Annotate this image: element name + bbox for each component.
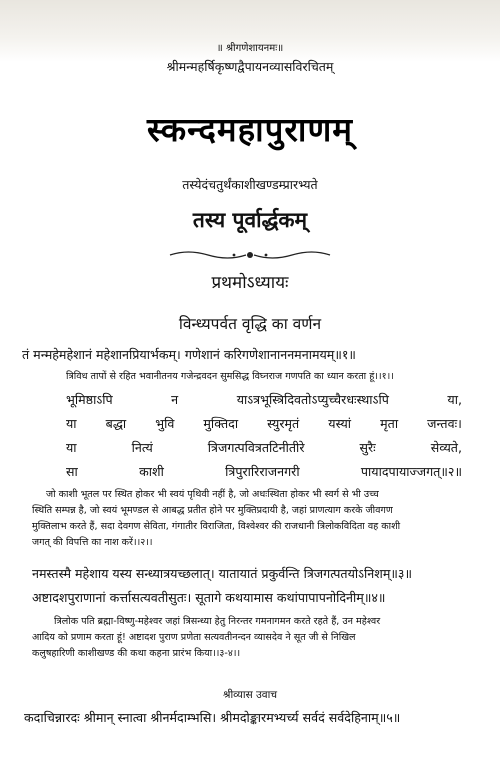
translation-2-line-3: मुक्तिलाभ करते हैं, सदा देवगण सेविता, गंगातीर विराजिता, विश्वेश्वर की राजधानी त्रिलोकविदिता वह काशी (32, 521, 401, 532)
verse-word: बद्धा (105, 416, 127, 431)
translation-3-line-2: आदिय को प्रणाम करता हूं! अष्टादश पुराण प्रणेता सत्यवतीनन्दन व्यासदेव ने सूत जी से निखिल (32, 632, 356, 643)
translation-3-line-3: कलुषहारिणी काशीखण्ड की कथा कहना प्रारंभ किया।।३-४।। (32, 648, 241, 659)
verse-word: सुरैः (359, 440, 376, 455)
verse-2-line-4 (66, 463, 462, 480)
verse-word: जन्तवः। (427, 416, 462, 431)
verse-word: भूमिष्ठाऽपि (66, 392, 113, 407)
verse-2-line-2 (66, 415, 462, 432)
verse-word: स्युरमृतं (267, 416, 300, 431)
verse-word: या (66, 416, 77, 431)
verse-word: नित्यं (131, 440, 153, 455)
verse-word: भुवि (155, 416, 175, 431)
verse-word: याऽत्रभूस्त्रिदिवतोऽप्युच्चैरधःस्थाऽपि (236, 392, 389, 407)
verse-word: या, (447, 392, 462, 407)
chapter-subject: विन्ध्यपर्वत वृद्धि का वर्णन (178, 315, 322, 333)
translation-1: त्रिविध तापों से रहित भवानीतनय गजेन्द्रवदन सुमसिद्ध विघ्नराज गणपति का ध्यान करता हूं।।१।। (66, 371, 394, 382)
page-title: स्कन्दमहापुराणम् (146, 110, 354, 149)
chapter-title: प्रथमोऽध्यायः (211, 273, 289, 293)
verse-word: त्रिपुरारिराजनगरी (225, 464, 300, 479)
verse-word: या (66, 440, 77, 455)
verse-word: त्रिजगत्पवित्रतटिनीतीरे (207, 440, 305, 455)
ornament-divider-icon (168, 249, 332, 261)
section-heading: तस्य पूर्वार्द्धकम् (192, 207, 308, 232)
verse-word: यस्यां (328, 416, 352, 431)
subtitle: तस्येदंचतुर्थंकाशीखण्डम्प्रारभ्यते (182, 177, 318, 192)
author-line: श्रीमन्महर्षिकृष्णद्वैपायनव्यासविरचितम् (166, 59, 334, 74)
verse-5: कदाचिन्नारदः श्रीमान् स्नात्वा श्रीनर्मदाम्भसि। श्रीमदोङ्कारमभ्यर्च्य सर्वदं सर्वदेहिनाम्॥५॥ (24, 710, 401, 725)
verse-1: तं मन्महेमहेशानं महेशानप्रियार्भकम्। गणेशानं करिगणेशानाननमनामयम्॥१॥ (22, 347, 356, 362)
verse-4: अष्टादशपुराणानां कर्त्तासत्यवतीसुतः। सूतागे कथयामास कथांपापापनोदिनीम्॥४॥ (32, 590, 386, 605)
verse-word: पायादपायाज्जगत्॥२॥ (360, 464, 462, 479)
speaker-label: श्रीव्यास उवाच (223, 689, 277, 701)
translation-2-line-4: जगत् की विपत्ति का नाश करें।।२।। (32, 537, 153, 548)
verse-3: नमस्तस्मै महेशाय यस्य सन्ध्यात्रयच्छलात्। यातायातं प्रकुर्वन्ति त्रिजगत्पतयोऽनिशम्॥३॥ (32, 566, 413, 581)
verse-word: मृता (380, 416, 399, 431)
invocation: ॥ श्रीगणेशायनमः॥ (216, 43, 284, 54)
verse-word: सेव्यते, (430, 440, 462, 455)
translation-3-line-1: त्रिलोक पति ब्रह्मा-विष्णु-महेश्वर जहां त्रिसन्ध्या हेतु निरन्तर गमनागमन करते रहते हैं, उन महेश्वर (54, 616, 381, 627)
translation-2-line-2: स्थिति सम्पन्न है, जो स्वयं भूमण्डल से आबद्ध प्रतीत होने पर मुक्तिप्रदायी है, जहां प्राणत्याग करके जीवगण (32, 505, 393, 516)
verse-word: मुक्तिदा (203, 416, 239, 431)
translation-2-line-1: जो काशी भूतल पर स्थित होकर भी स्वयं पृथिवी नहीं है, जो अधःस्थिता होकर भी स्वर्ग से भी उच्च (46, 489, 379, 500)
verse-word: सा (66, 464, 78, 479)
verse-word: न (171, 392, 179, 407)
verse-word: काशी (139, 464, 164, 479)
verse-2-line-1 (66, 391, 462, 408)
verse-2-line-3 (66, 439, 462, 456)
